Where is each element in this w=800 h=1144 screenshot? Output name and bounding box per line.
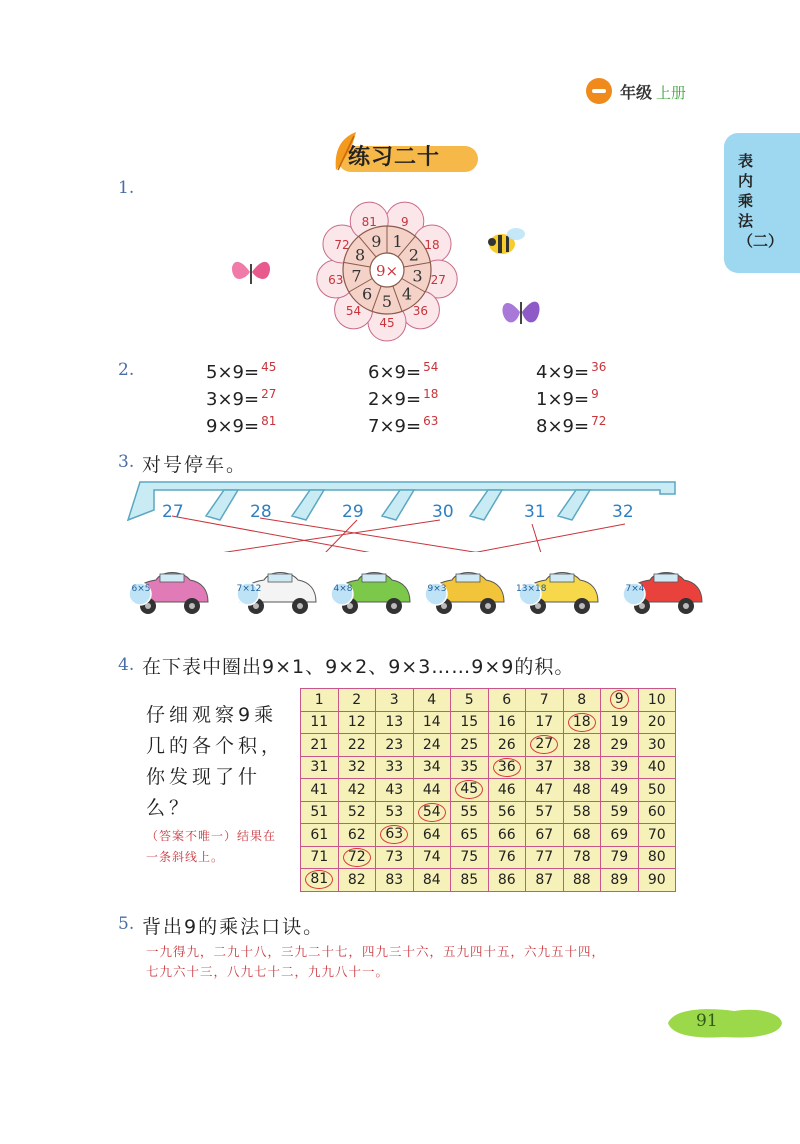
table-cell: 25 <box>451 734 489 757</box>
problem-5-answer-line2: 七九六十三，八九七十二，九九八十一。 <box>146 964 390 979</box>
table-cell: 85 <box>451 869 489 892</box>
table-cell: 21 <box>301 734 339 757</box>
table-cell: 70 <box>638 824 676 847</box>
flower-inner-value: 3 <box>412 266 423 286</box>
table-cell: 4 <box>413 689 451 712</box>
table-cell: 78 <box>563 846 601 869</box>
car-expression: 7×12 <box>236 584 262 594</box>
table-row <box>301 756 676 779</box>
car-expression: 9×3 <box>427 584 447 594</box>
equation-item <box>206 360 276 383</box>
parking-slot-number: 27 <box>162 502 184 522</box>
equation-item <box>368 414 438 437</box>
table-cell: 50 <box>638 779 676 802</box>
equation-answer: 27 <box>261 387 277 401</box>
equation-question: 2×9= <box>368 389 422 410</box>
equation-answer: 54 <box>423 360 439 374</box>
equation-question: 6×9= <box>368 362 422 383</box>
problem-5-text: 背出9的乘法口诀。 <box>142 916 325 938</box>
car-item <box>234 562 320 622</box>
table-cell: 34 <box>413 756 451 779</box>
table-cell: 15 <box>451 711 489 734</box>
table-cell: 26 <box>488 734 526 757</box>
circled-product: 27 <box>530 735 558 754</box>
table-cell: 37 <box>526 756 564 779</box>
parking-slot-number: 29 <box>342 502 364 522</box>
car-item <box>126 562 212 622</box>
circled-product: 9 <box>610 690 629 709</box>
equation-item <box>206 414 276 437</box>
table-cell: 19 <box>601 711 639 734</box>
flower-outer-value: 36 <box>412 303 429 318</box>
circled-product: 54 <box>418 803 446 822</box>
table-cell: 49 <box>601 779 639 802</box>
flower-outer-value: 9 <box>400 215 409 230</box>
table-cell: 16 <box>488 711 526 734</box>
table-cell: 48 <box>563 779 601 802</box>
equation-answer: 9 <box>591 387 599 401</box>
problem-5-answer-line1: 一九得九，二九十八，三九二十七，四九三十六，五九四十五，六九五十四， <box>146 944 606 959</box>
flower-inner-value: 1 <box>392 231 403 251</box>
parking-slot-number: 32 <box>612 502 634 522</box>
table-cell: 74 <box>413 846 451 869</box>
table-cell: 88 <box>563 869 601 892</box>
table-cell: 32 <box>338 756 376 779</box>
parking-slot-number: 30 <box>432 502 454 522</box>
table-cell: 84 <box>413 869 451 892</box>
equation-answer: 36 <box>591 360 607 374</box>
table-cell: 59 <box>601 801 639 824</box>
circled-product: 45 <box>455 780 483 799</box>
table-cell: 29 <box>601 734 639 757</box>
table-cell: 69 <box>601 824 639 847</box>
table-cell: 28 <box>563 734 601 757</box>
grade-label: 年级 上册 <box>620 83 687 102</box>
table-cell: 41 <box>301 779 339 802</box>
table-cell: 14 <box>413 711 451 734</box>
table-cell: 52 <box>338 801 376 824</box>
table-cell: 77 <box>526 846 564 869</box>
table-cell: 47 <box>526 779 564 802</box>
equation-item <box>368 387 438 410</box>
equation-item <box>536 387 599 410</box>
table-row <box>301 711 676 734</box>
table-cell: 68 <box>563 824 601 847</box>
flower-inner-value: 9 <box>371 231 382 251</box>
table-row <box>301 779 676 802</box>
car-item <box>328 562 414 622</box>
table-cell: 22 <box>338 734 376 757</box>
table-row <box>301 846 676 869</box>
butterfly-purple-icon <box>498 290 544 332</box>
equation-question: 5×9= <box>206 362 260 383</box>
table-cell <box>526 734 564 757</box>
car-expression: 7×4 <box>625 584 645 594</box>
table-cell: 39 <box>601 756 639 779</box>
flower-inner-value: 7 <box>351 266 362 286</box>
table-cell: 51 <box>301 801 339 824</box>
table-cell: 43 <box>376 779 414 802</box>
table-cell: 24 <box>413 734 451 757</box>
equation-question: 1×9= <box>536 389 590 410</box>
table-cell: 3 <box>376 689 414 712</box>
equation-item <box>368 360 438 383</box>
circled-product: 18 <box>568 713 596 732</box>
table-cell: 10 <box>638 689 676 712</box>
parking-rack <box>120 476 680 552</box>
table-cell: 13 <box>376 711 414 734</box>
table-row <box>301 869 676 892</box>
page-number: 91 <box>696 1011 718 1031</box>
equation-answer: 18 <box>423 387 439 401</box>
table-row <box>301 801 676 824</box>
table-cell <box>563 711 601 734</box>
table-cell: 76 <box>488 846 526 869</box>
observation-prompt: 仔细观察9乘几的各个积，你发现了什么？ <box>146 704 285 819</box>
equation-answer: 72 <box>591 414 607 428</box>
table-cell: 83 <box>376 869 414 892</box>
table-cell <box>601 689 639 712</box>
flower-inner-value: 4 <box>401 284 413 304</box>
flower-outer-value: 63 <box>328 273 344 288</box>
table-cell: 8 <box>563 689 601 712</box>
table-cell: 86 <box>488 869 526 892</box>
table-cell: 38 <box>563 756 601 779</box>
circled-product: 72 <box>343 848 371 867</box>
car-expression: 13×18 <box>516 584 547 594</box>
chapter-side-tab-label: 表内乘法（二） <box>738 152 784 250</box>
equation-answer: 45 <box>261 360 277 374</box>
problem-1-number: 1. <box>118 178 135 198</box>
table-cell: 64 <box>413 824 451 847</box>
equation-item <box>536 414 606 437</box>
table-cell: 75 <box>451 846 489 869</box>
flower-inner-value: 5 <box>381 292 393 311</box>
table-cell: 2 <box>338 689 376 712</box>
table-row <box>301 689 676 712</box>
flower-inner-value: 6 <box>361 284 373 304</box>
table-cell: 80 <box>638 846 676 869</box>
table-cell <box>376 824 414 847</box>
table-cell: 57 <box>526 801 564 824</box>
problem-5-number: 5. <box>118 914 135 934</box>
table-cell: 60 <box>638 801 676 824</box>
car-item <box>516 562 602 622</box>
parking-slot-number: 31 <box>524 502 546 522</box>
circled-product: 81 <box>305 870 333 889</box>
table-cell: 66 <box>488 824 526 847</box>
car-expression: 6×5 <box>131 584 151 594</box>
flower-outer-value: 54 <box>345 303 362 318</box>
table-cell <box>413 801 451 824</box>
table-cell: 5 <box>451 689 489 712</box>
bee-icon <box>486 222 530 258</box>
table-cell: 87 <box>526 869 564 892</box>
table-cell: 23 <box>376 734 414 757</box>
table-cell: 30 <box>638 734 676 757</box>
term-label: 上册 <box>656 84 687 102</box>
car-item <box>620 562 706 622</box>
circled-product: 36 <box>493 758 521 777</box>
table-cell <box>451 779 489 802</box>
table-cell: 44 <box>413 779 451 802</box>
flower-inner-value: 2 <box>408 245 419 265</box>
butterfly-pink-icon <box>228 252 274 292</box>
table-cell <box>338 846 376 869</box>
equation-question: 4×9= <box>536 362 590 383</box>
equation-question: 3×9= <box>206 389 260 410</box>
table-cell <box>488 756 526 779</box>
table-cell: 12 <box>338 711 376 734</box>
table-cell: 56 <box>488 801 526 824</box>
equation-answer: 81 <box>261 414 277 428</box>
table-cell: 71 <box>301 846 339 869</box>
car-item <box>422 562 508 622</box>
page-title: 练习二十 <box>348 145 441 170</box>
flower-outer-value: 27 <box>430 273 446 288</box>
flower-center-label: 9× <box>375 262 399 280</box>
equation-item <box>206 387 276 410</box>
parking-slot-number: 28 <box>250 502 272 522</box>
table-cell: 73 <box>376 846 414 869</box>
equation-item <box>536 360 606 383</box>
flower-outer-value: 45 <box>379 316 395 330</box>
table-cell: 90 <box>638 869 676 892</box>
problem-4-text: 在下表中圈出9×1、9×2、9×3……9×9的积。 <box>142 656 575 678</box>
circled-product: 63 <box>380 825 408 844</box>
table-cell: 58 <box>563 801 601 824</box>
table-cell <box>301 869 339 892</box>
table-cell: 82 <box>338 869 376 892</box>
problem-2-number: 2. <box>118 360 135 380</box>
table-cell: 53 <box>376 801 414 824</box>
table-cell: 17 <box>526 711 564 734</box>
problem-3-text: 对号停车。 <box>142 454 248 476</box>
table-cell: 67 <box>526 824 564 847</box>
table-cell: 65 <box>451 824 489 847</box>
page-number-badge <box>664 1005 784 1041</box>
table-cell: 46 <box>488 779 526 802</box>
equation-question: 7×9= <box>368 416 422 437</box>
equation-question: 8×9= <box>536 416 590 437</box>
car-expression: 4×8 <box>333 584 353 594</box>
table-cell: 79 <box>601 846 639 869</box>
equation-question: 9×9= <box>206 416 260 437</box>
table-row <box>301 734 676 757</box>
table-cell: 42 <box>338 779 376 802</box>
equation-answer: 63 <box>423 414 439 428</box>
problem-3-number: 3. <box>118 452 135 472</box>
table-cell: 1 <box>301 689 339 712</box>
exercise-title <box>330 130 480 178</box>
table-cell: 55 <box>451 801 489 824</box>
grade-badge-icon <box>586 78 612 104</box>
table-row <box>301 824 676 847</box>
observation-answer: （答案不唯一）结果在一条斜线上。 <box>146 829 277 864</box>
table-cell: 89 <box>601 869 639 892</box>
flower-inner-value: 8 <box>355 245 366 265</box>
problem-4-number: 4. <box>118 655 135 675</box>
table-cell: 20 <box>638 711 676 734</box>
chapter-side-tab <box>724 133 800 273</box>
table-cell: 6 <box>488 689 526 712</box>
table-cell: 61 <box>301 824 339 847</box>
flower-outer-value: 72 <box>334 238 350 252</box>
multiplication-flower <box>314 200 460 346</box>
flower-outer-value: 81 <box>361 215 377 230</box>
table-cell: 40 <box>638 756 676 779</box>
hundred-chart-table <box>300 688 676 892</box>
table-cell: 35 <box>451 756 489 779</box>
table-cell: 33 <box>376 756 414 779</box>
table-cell: 31 <box>301 756 339 779</box>
table-cell: 7 <box>526 689 564 712</box>
flower-outer-value: 18 <box>424 238 440 252</box>
table-cell: 62 <box>338 824 376 847</box>
table-cell: 11 <box>301 711 339 734</box>
